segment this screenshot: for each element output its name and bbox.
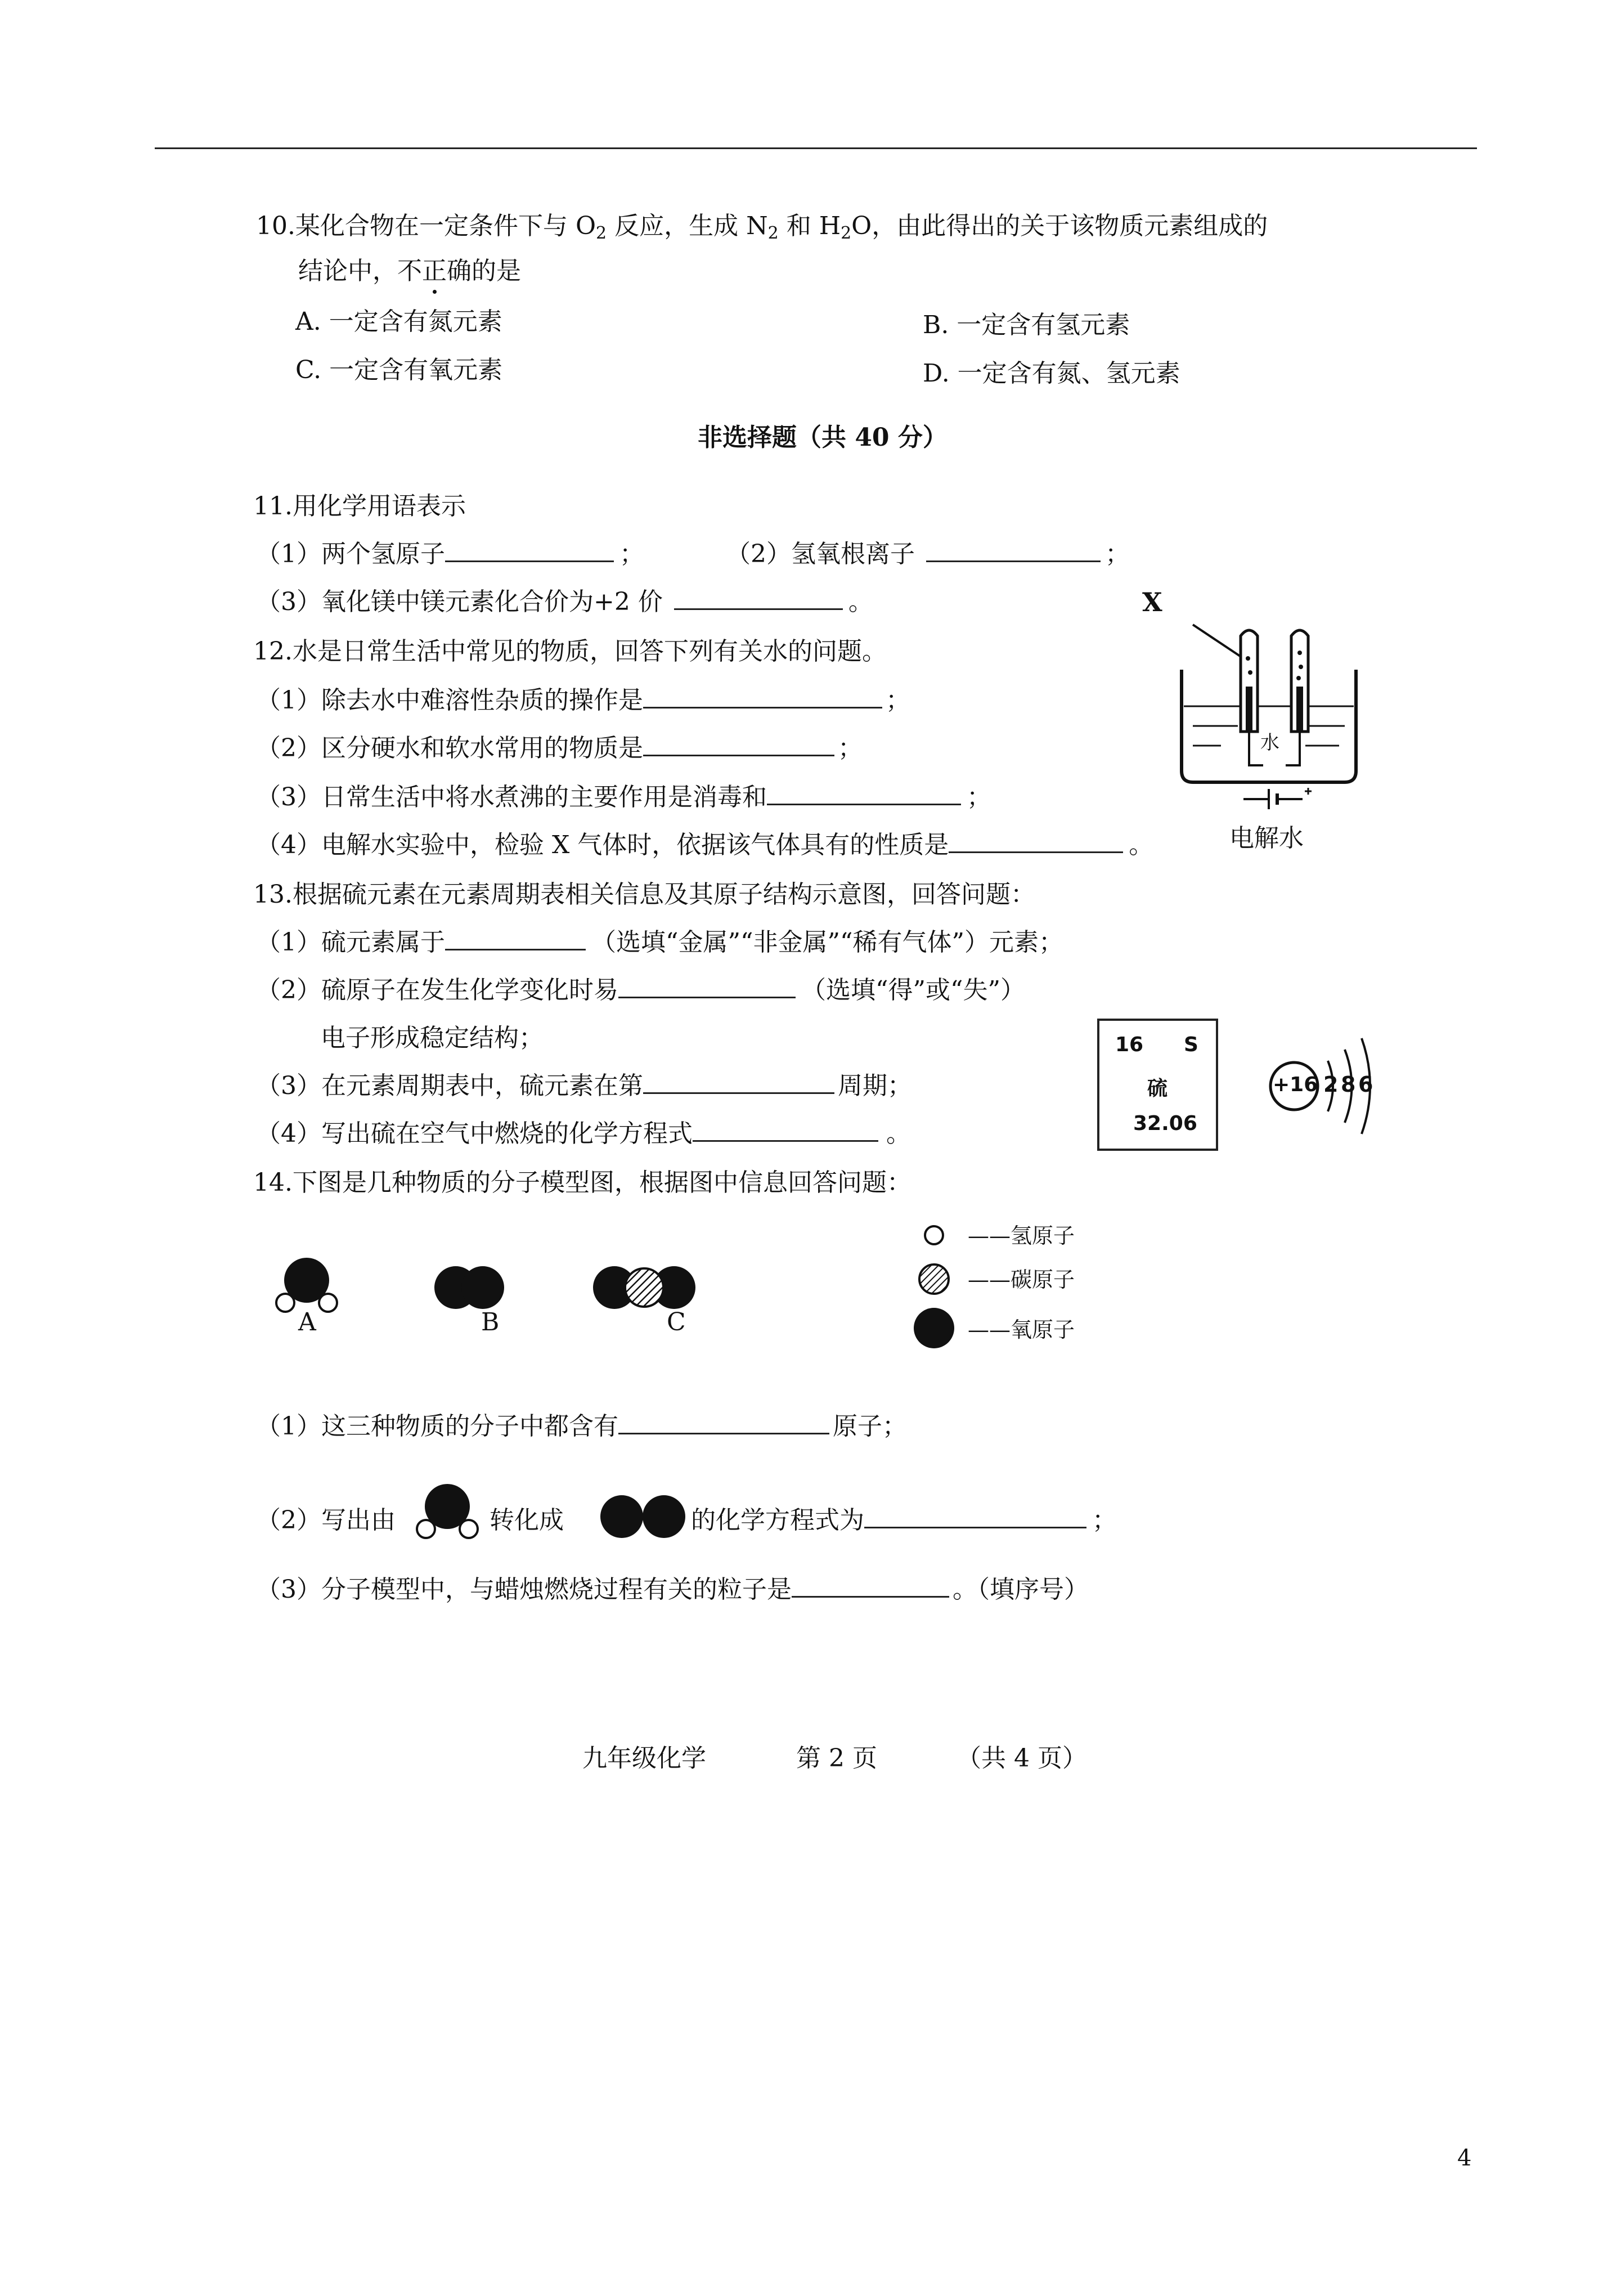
q14-part3: （3）分子模型中，与蜡烛燃烧过程有关的粒子是 。（填序号） (256, 1575, 1089, 1604)
q12-part2: （2）区分硬水和软水常用的物质是 ； (256, 734, 863, 763)
answer-blank[interactable] (643, 733, 834, 756)
q13-part1: （1）硫元素属于 （选填“金属”“非金属”“稀有气体”）元素； (256, 928, 1063, 957)
molecule-c-carbon-dioxide (593, 1266, 695, 1309)
q14-part2-mid: 转化成 (490, 1506, 564, 1535)
q13-part2-line2: 电子形成稳定结构； (321, 1024, 544, 1052)
shell-1: 2 (1323, 1072, 1339, 1097)
q11-title: 11.用化学用语表示 (253, 492, 466, 521)
atomic-mass: 32.06 (1133, 1112, 1197, 1135)
legend-oxygen: ——氧原子 (968, 1317, 1075, 1342)
q12-part4: （4）电解水实验中，检验 X 气体时，依据该气体具有的性质是 。 (256, 831, 1154, 859)
q10-option-a: A. 一定含有氮元素 (295, 307, 502, 336)
q11-part1: （1）两个氢原子 ； (256, 540, 644, 568)
footer-total: （共 4 页） (957, 1744, 1087, 1773)
answer-blank[interactable] (674, 587, 843, 610)
page-number: 4 (1457, 2145, 1472, 2171)
legend-symbols (911, 1213, 962, 1359)
q13-part2: （2）硫原子在发生化学变化时易 （选填“得”或“失”） (256, 976, 1025, 1004)
shell-2: 8 (1341, 1072, 1356, 1097)
answer-blank[interactable] (864, 1505, 1086, 1528)
inline-water-molecule (414, 1481, 481, 1543)
molecule-a-water (276, 1258, 337, 1312)
electrolysis-caption: 电解水 (1229, 824, 1304, 853)
q14-part2-start: （2）写出由 (256, 1506, 396, 1535)
oxygen-symbol (914, 1308, 954, 1348)
hydrogen-symbol (925, 1226, 943, 1244)
answer-blank[interactable] (767, 782, 961, 805)
q12-part3: （3）日常生活中将水煮沸的主要作用是消毒和 ； (256, 783, 991, 811)
footer-page: 第 2 页 (796, 1744, 877, 1773)
q11-part3: （3）氧化镁中镁元素化合价为+2 价 。 (256, 588, 873, 616)
q10-stem: 10.某化合物在一定条件下与 $O_2$ 反应，生成 $N_2$ 和 $H_2O$，由此得出的关于该物质元素组成的 (256, 212, 1268, 243)
q10-stem-line2: 结论中，不正确的是 (298, 254, 521, 288)
molecule-label-b: B (481, 1308, 500, 1337)
legend-carbon: ——碳原子 (968, 1267, 1075, 1292)
q14-part1: （1）这三种物质的分子中都含有 原子； (256, 1412, 907, 1441)
carbon-symbol (919, 1264, 949, 1294)
periodic-table-cell (1097, 1019, 1218, 1151)
nucleus-charge: +16 (1273, 1073, 1318, 1096)
q13-part4: （4）写出硫在空气中燃烧的化学方程式 。 (256, 1119, 911, 1148)
q11-part2: （2）氢氧根离子 ； (726, 540, 1130, 568)
q10-option-d: D. 一定含有氮、氢元素 (923, 359, 1180, 388)
section-title: 非选择题（共 40 分） (698, 423, 948, 452)
emphasis-dots: 不正确 (397, 254, 472, 288)
answer-blank[interactable] (693, 1119, 878, 1142)
element-symbol: S (1184, 1033, 1198, 1056)
molecule-b-oxygen (434, 1266, 504, 1309)
answer-blank[interactable] (949, 830, 1123, 853)
answer-blank[interactable] (618, 975, 796, 998)
answer-blank[interactable] (643, 1071, 834, 1094)
top-rule (155, 147, 1477, 149)
answer-blank[interactable] (643, 685, 882, 708)
shell-3: 6 (1358, 1072, 1373, 1097)
gas-x-label: X (1142, 587, 1162, 617)
answer-blank[interactable] (792, 1575, 949, 1598)
molecule-label-a: A (298, 1308, 316, 1337)
electrolysis-diagram (1159, 585, 1384, 822)
legend-hydrogen: ——氢原子 (968, 1223, 1075, 1248)
q13-title: 13.根据硫元素在元素周期表相关信息及其原子结构示意图，回答问题： (253, 880, 1035, 909)
answer-blank[interactable] (618, 1411, 829, 1434)
q10-option-b: B. 一定含有氢元素 (923, 311, 1130, 339)
q10-option-c: C. 一定含有氧元素 (295, 356, 503, 384)
molecule-label-c: C (667, 1308, 686, 1337)
q12-part1: （1）除去水中难溶性杂质的操作是 ； (256, 686, 910, 715)
atomic-number: 16 (1115, 1033, 1144, 1056)
q14-part2-end: 的化学方程式为 ； (691, 1506, 1117, 1535)
q10-number: 10. (256, 212, 295, 240)
answer-blank[interactable] (445, 927, 586, 950)
element-name: 硫 (1147, 1077, 1168, 1100)
answer-blank[interactable] (926, 539, 1101, 562)
footer-subject: 九年级化学 (582, 1744, 706, 1773)
q13-part3: （3）在元素周期表中，硫元素在第 周期； (256, 1071, 912, 1100)
answer-blank[interactable] (445, 539, 614, 562)
q14-title: 14.下图是几种物质的分子模型图，根据图中信息回答问题： (253, 1168, 911, 1197)
q12-title: 12.水是日常生活中常见的物质，回答下列有关水的问题。 (253, 637, 887, 666)
inline-oxygen-molecule (596, 1491, 692, 1542)
water-label: 水 (1260, 732, 1279, 754)
